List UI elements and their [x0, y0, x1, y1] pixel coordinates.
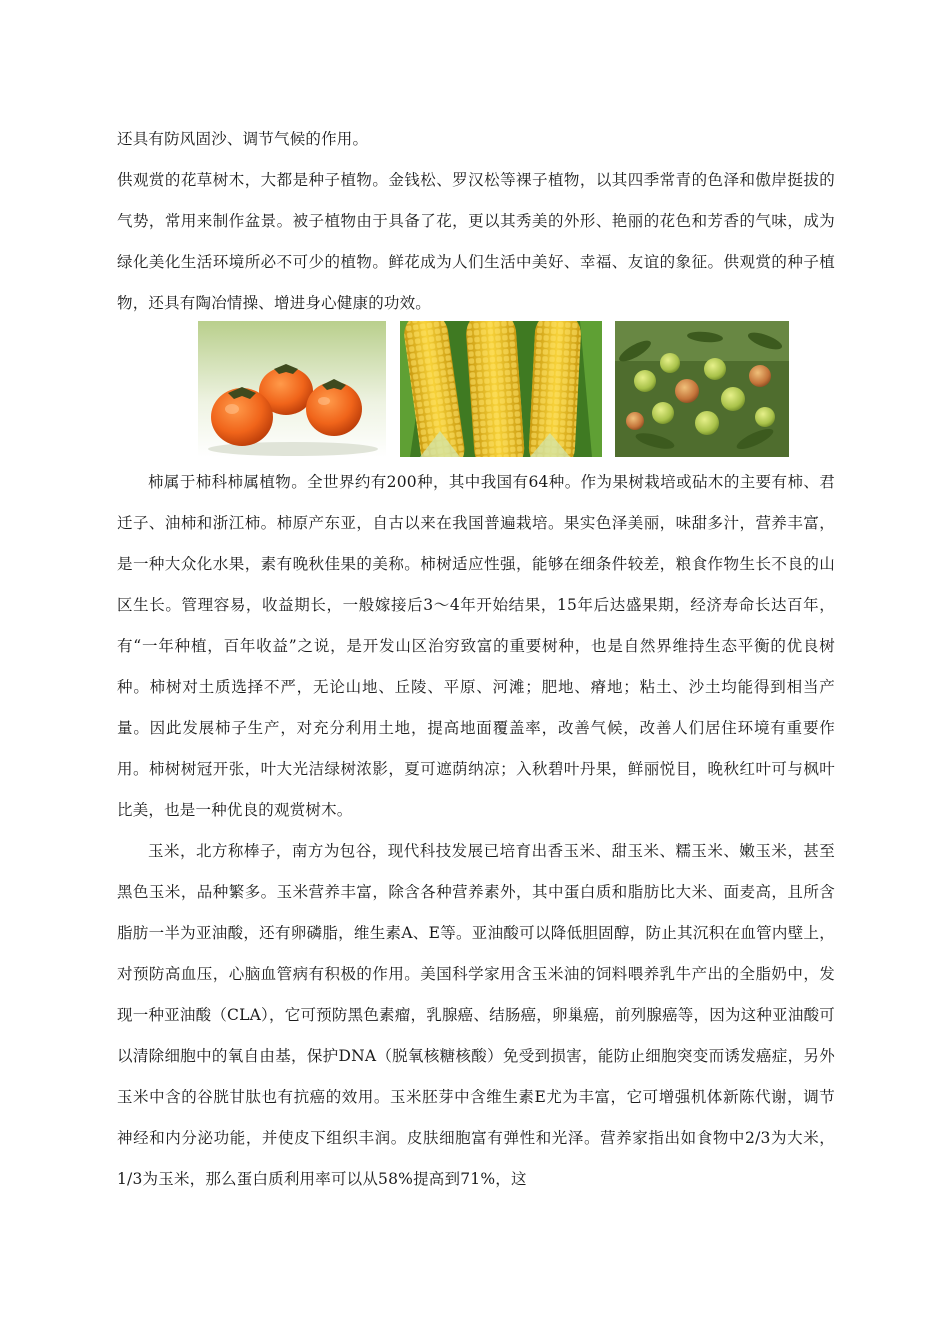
persimmon-photo — [198, 321, 386, 457]
paragraph-ornamental-plants: 供观赏的花草树木，大都是种子植物。金钱松、罗汉松等裸子植物，以其四季常青的色泽和傲岸挺拔的气势，常用来制作盆景。被子植物由于具备了花，更以其秀美的外形、艳丽的花色和芳香的气味，成为绿化美化生活环境所必不可少的植物。鲜花成为人们生活中美好、幸福、友谊的象征。供观赏的种子植物，还具有陶冶情操、增进身心健康的功效。 — [117, 171, 835, 312]
corn-photo — [400, 321, 602, 457]
jujube-photo — [615, 321, 789, 457]
text-section-top — [117, 119, 835, 324]
image-row — [0, 321, 950, 457]
text-section-bottom — [117, 462, 835, 1200]
paragraph-corn: 玉米，北方称棒子，南方为包谷，现代科技发展已培育出香玉米、甜玉米、糯玉米、嫩玉米，甚至黑色玉米，品种繁多。玉米营养丰富，除含各种营养素外，其中蛋白质和脂肪比大米、面麦高，且所含脂肪一半为亚油酸，还有卵磷脂，维生素A、E等。亚油酸可以降低胆固醇，防止其沉积在血管内壁上，对预防高血压，心脑血管病有积极的作用。美国科学家用含玉米油的饲料喂养乳牛产出的全脂奶中，发现一种亚油酸（CLA），它可预防黑色素瘤，乳腺癌、结肠癌，卵巢癌，前列腺癌等，因为这种亚油酸可以清除细胞中的氧自由基，保护DNA（脱氧核糖核酸）免受到损害，能防止细胞突变而诱发癌症，另外玉米中含的谷胱甘肽也有抗癌的效用。玉米胚芽中含维生素E尤为丰富，它可增强机体新陈代谢，调节神经和内分泌功能，并使皮下组织丰润。皮肤细胞富有弹性和光泽。营养家指出如食物中2/3为大米，1/3为玉米，那么蛋白质利用率可以从58%提高到71%，这 — [117, 842, 835, 1188]
paragraph-persimmon: 柿属于柿科柿属植物。全世界约有200种，其中我国有64种。作为果树栽培或砧木的主要有柿、君迁子、油柿和浙江柿。柿原产东亚，自古以来在我国普遍栽培。果实色泽美丽，味甜多汁，营养丰富，是一种大众化水果，素有晚秋佳果的美称。柿树适应性强，能够在细条件较差，粮食作物生长不良的山区生长。管理容易，收益期长，一般嫁接后3～4年开始结果，15年后达盛果期，经济寿命长达百年，有“一年种植，百年收益”之说，是开发山区治穷致富的重要树种，也是自然界维持生态平衡的优良树种。柿树对土质选择不严，无论山地、丘陵、平原、河滩；肥地、瘠地；粘土、沙土均能得到相当产量。因此发展柿子生产，对充分利用土地，提高地面覆盖率，改善气候，改善人们居住环境有重要作用。柿树树冠开张，叶大光洁绿树浓影，夏可遮荫纳凉；入秋碧叶丹果，鲜丽悦目，晚秋红叶可与枫叶比美，也是一种优良的观赏树木。 — [117, 473, 835, 819]
paragraph-continuation: 还具有防风固沙、调节气候的作用。 — [117, 130, 369, 148]
